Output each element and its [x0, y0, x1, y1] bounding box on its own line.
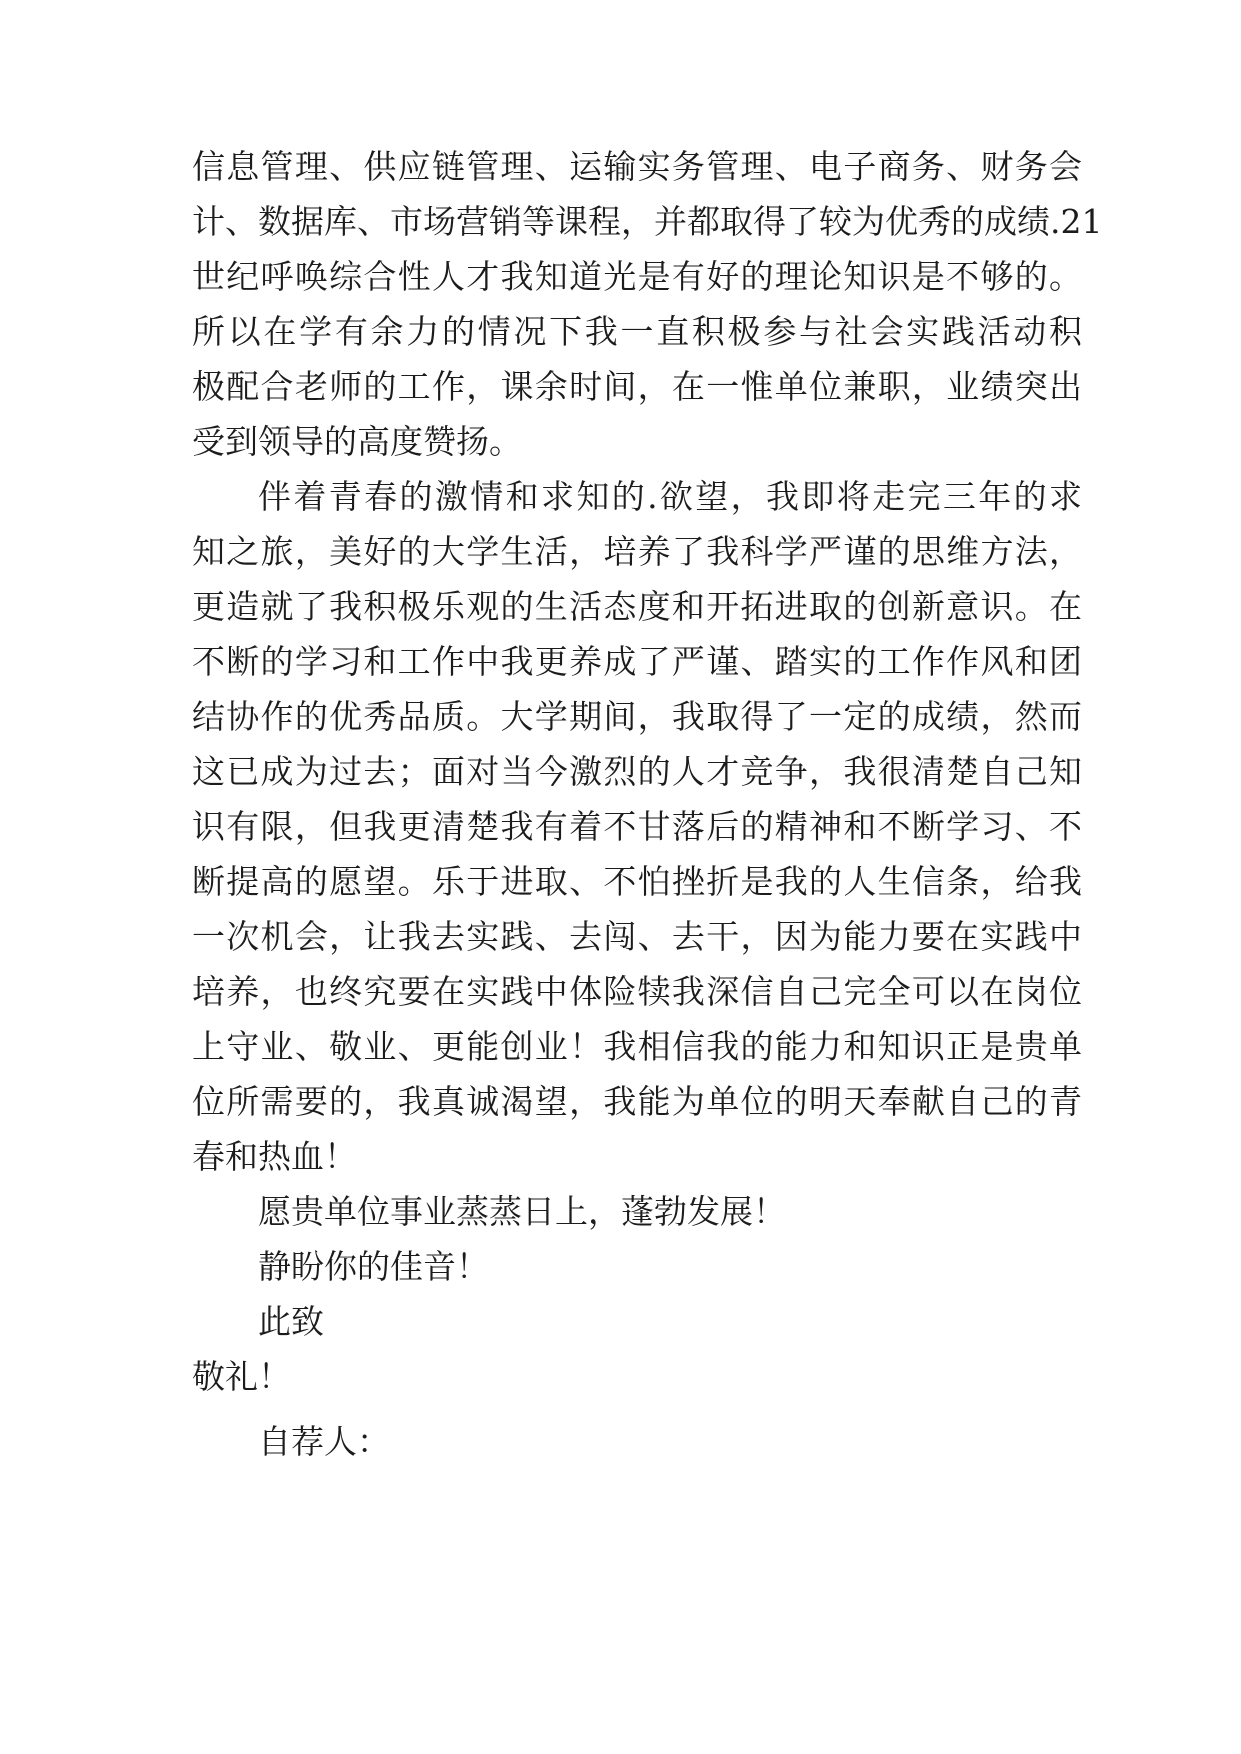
body-line: 断提高的愿望。乐于进取、不怕挫折是我的人生信条，给我 — [192, 862, 1082, 901]
body-line: 知之旅，美好的大学生活，培养了我科学严谨的思维方法， — [192, 532, 1082, 571]
body-line: 所以在学有余力的情况下我一直积极参与社会实践活动积 — [192, 312, 1082, 351]
body-line: 结协作的优秀品质。大学期间，我取得了一定的成绩，然而 — [192, 697, 1082, 736]
body-line: 伴着青春的激情和求知的.欲望，我即将走完三年的求 — [258, 477, 1082, 516]
closing-salutation: 此致 — [258, 1302, 324, 1341]
body-line: 不断的学习和工作中我更养成了严谨、踏实的工作作风和团 — [192, 642, 1082, 681]
body-line: 受到领导的高度赞扬。 — [192, 422, 522, 461]
closing-await-reply: 静盼你的佳音！ — [258, 1247, 489, 1286]
body-line: 识有限，但我更清楚我有着不甘落后的精神和不断学习、不 — [192, 807, 1082, 846]
closing-wish: 愿贵单位事业蒸蒸日上，蓬勃发展！ — [258, 1192, 786, 1231]
closing-regards: 敬礼！ — [192, 1357, 291, 1396]
body-line: 信息管理、供应链管理、运输实务管理、电子商务、财务会 — [192, 147, 1082, 186]
body-line: 世纪呼唤综合性人才我知道光是有好的理论知识是不够的。 — [192, 257, 1082, 296]
body-line: 极配合老师的工作，课余时间，在一惟单位兼职，业绩突出 — [192, 367, 1082, 406]
signature-label: 自荐人： — [258, 1422, 390, 1461]
body-line: 春和热血！ — [192, 1137, 357, 1176]
body-line: 位所需要的，我真诚渴望，我能为单位的明天奉献自己的青 — [192, 1082, 1082, 1121]
body-line: 培养，也终究要在实践中体险犊我深信自己完全可以在岗位 — [192, 972, 1082, 1011]
body-line: 更造就了我积极乐观的生活态度和开拓进取的创新意识。在 — [192, 587, 1082, 626]
body-line: 这已成为过去；面对当今激烈的人才竞争，我很清楚自己知 — [192, 752, 1082, 791]
body-line: 计、数据库、市场营销等课程，并都取得了较为优秀的成绩.21 — [192, 202, 1103, 241]
body-line: 上守业、敬业、更能创业！我相信我的能力和知识正是贵单 — [192, 1027, 1082, 1066]
body-line: 一次机会，让我去实践、去闯、去干，因为能力要在实践中 — [192, 917, 1082, 956]
